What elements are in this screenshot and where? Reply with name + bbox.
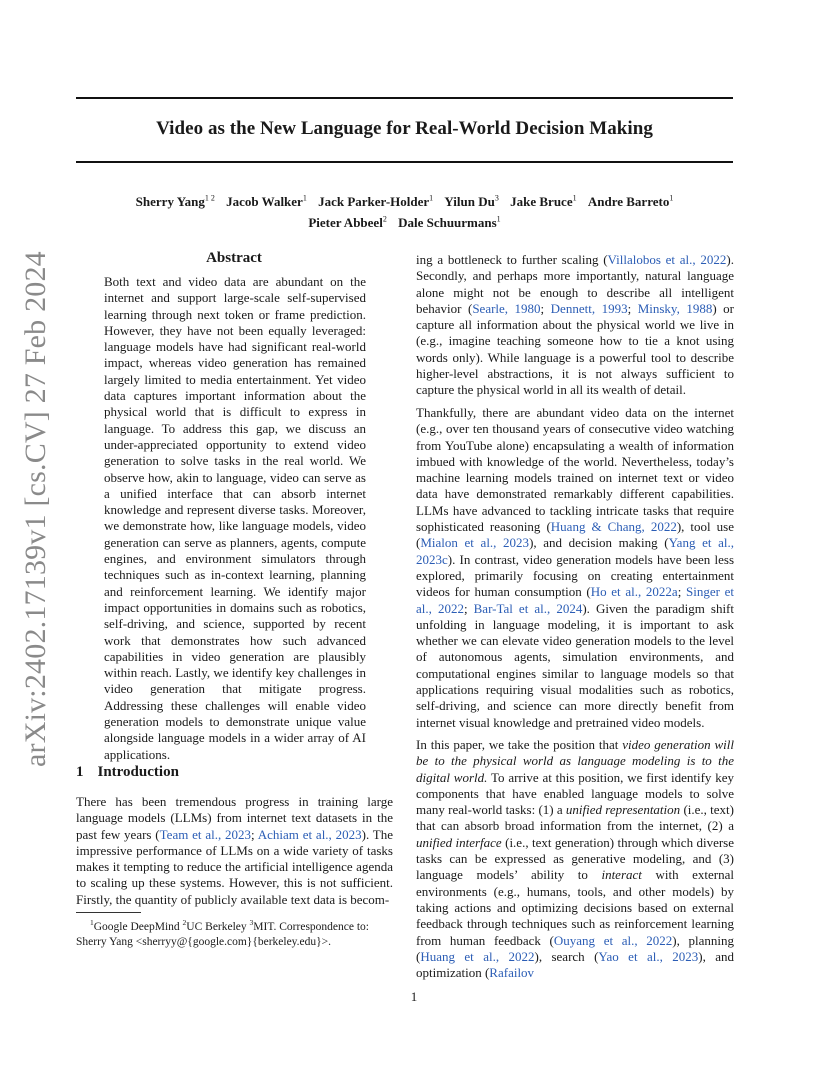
paper-title: Video as the New Language for Real-World Decision Making: [156, 118, 653, 139]
citation-link[interactable]: Yao et al., 2023: [598, 948, 699, 964]
citation-link[interactable]: Bar-Tal et al., 2024: [473, 600, 583, 616]
author: Andre Barreto$^1$: [587, 194, 674, 210]
citation-link[interactable]: Dennett, 1993: [550, 300, 628, 316]
footnote-rule: [76, 912, 141, 913]
title-rule-bottom: [76, 161, 733, 163]
footnote: $^1$Google DeepMind $^2$UC Berkeley $^3$MIT. Correspondence to: Sherry Yang <sherryy@{google.com}{berkeley.edu}>.: [76, 918, 369, 948]
author: Yilun Du$^3$: [444, 194, 499, 210]
citation-link[interactable]: Ouyang et al., 2022: [553, 932, 673, 948]
citation-link[interactable]: Huang et al., 2022: [420, 948, 535, 964]
citation-link[interactable]: Huang & Chang, 2022: [550, 519, 677, 535]
title-rule-top: [76, 97, 733, 99]
right-paragraph-2: Thankfully, there are abundant video data on the internet (e.g., over ten thousand years of consecutive video watching from YouTube alone) encapsulating a wealth of information imbued with knowledge of the world. Nevertheless, today’s machine learning models trained on internet text or video data have demonstrated remarkably different capabilities. LLMs have advanced to tackling intricate tasks that require sophisticated reasoning (Huang & Chang, 2022), tool use (Mialon et al., 2023), and decision making (Yang et al., 2023c). In contrast, video generation models have been less explored, primarily focusing on creating entertainment videos for human consumption (Ho et al., 2022a; Singer et al., 2022; Bar-Tal et al., 2024). Given the paradigm shift unfolding in language modeling, it is important to ask whether we can elevate video generation models to the level of autonomous agents, simulation environments, and computational engines similar to language models so that applications requiring visual modalities such as robotics, self-driving, and science can more directly benefit from internet visual knowledge and pretrained video models.: [416, 405, 735, 730]
citation-link[interactable]: Searle, 1980: [472, 300, 541, 316]
abstract-heading: Abstract: [206, 250, 262, 266]
citation-link[interactable]: Minsky, 1988: [637, 300, 713, 316]
section-heading: [76, 764, 179, 781]
citation-link[interactable]: Achiam et al., 2023: [257, 826, 362, 842]
right-paragraph-1: ing a bottleneck to further scaling (Villalobos et al., 2022). Secondly, and perhaps more importantly, natural language alone might not be enough to describe all intelligent behavior (Searle, 1980; Dennett, 1993; Minsky, 1988) or capture all information about the physical world we live in (e.g., imagine teaching someone how to tie a knot using words only). While language is a powerful tool to describe higher-level abstractions, it is not always sufficient to capture the physical world in all its wealth of detail.: [416, 252, 734, 398]
author-list: [96, 190, 713, 231]
author: Dale Schuurmans$^1$: [398, 214, 501, 230]
author: Jake Bruce$^1$: [510, 194, 577, 210]
citation-link[interactable]: Singer et al., 2022: [416, 584, 734, 616]
citation-link[interactable]: Ho et al., 2022a: [590, 584, 678, 600]
abstract-text: Both text and video data are abundant on the internet and support large-scale self-supervised learning through next token or frame prediction. However, they have not been equally leveraged: language models have had significant real-world impact, whereas video generation has remained largely limited to media entertainment. Yet video data captures important information about the physical world that is difficult to express in language. To address this gap, we discuss an under-appreciated opportunity to extend video generation to solve tasks in the real world. We observe how, akin to language, video can serve as a unified interface that can absorb internet knowledge and represent diverse tasks. Moreover, we demonstrate how, like language models, video generation can serve as planners, agents, compute engines, and environment simulators through techniques such as in-context learning, planning and reinforcement learning. We identify major impact opportunities in domains such as robotics, self-driving, and science, supported by recent work that demonstrates how such advanced capabilities in video generation are plausibly within reach. Lastly, we identify key challenges in video generation that mitigate progress. Addressing these challenges will enable video generation models to demonstrate unique value alongside language models in a wider array of AI applications.: [104, 274, 366, 762]
author: Sherry Yang$^{1 2}$: [135, 194, 215, 210]
section-title: Introduction: [97, 764, 179, 780]
intro-paragraph: There has been tremendous progress in training large language models (LLMs) from internet text datasets in the past few years (Team et al., 2023; Achiam et al., 2023). The impressive performance of LLMs on a wide variety of tasks makes it tempting to reduce the artificial intelligence agenda to scaling up these systems. However, this is not sufficient. Firstly, the quantity of publicly available text data is becom-: [76, 794, 394, 907]
citation-link[interactable]: Villalobos et al., 2022: [607, 252, 727, 267]
right-paragraph-3: In this paper, we take the position that video generation will be to the physical world as language modeling is to the digital world. To arrive at this position, we first identify key components that have enabled language models to solve many real-world tasks: (1) a unified representation (i.e., text) that can absorb broad information from the internet, (2) a unified interface (i.e., text generation) through which diverse tasks can be expressed as generative modeling, and (3) language models’ ability to interact with external environments (e.g., humans, tools, and other models) by taking actions and optimizing decisions based on external feedback through techniques such as reinforcement learning from human feedback (Ouyang et al., 2022), planning (Huang et al., 2022), search (Yao et al., 2023), and optimization (Rafailov: [416, 737, 735, 981]
author: Jack Parker-Holder$^1$: [318, 194, 434, 210]
author: Jacob Walker$^1$: [226, 194, 307, 210]
author: Pieter Abbeel$^2$: [308, 214, 387, 230]
citation-link[interactable]: Mialon et al., 2023: [420, 535, 530, 551]
citation-link[interactable]: Team et al., 2023: [159, 826, 252, 842]
citation-link[interactable]: Yang et al., 2023c: [416, 535, 734, 567]
section-number: 1: [76, 764, 84, 780]
page-number: 1: [410, 989, 418, 1004]
arxiv-stamp: arXiv:2402.17139v1 [cs.CV] 27 Feb 2024: [19, 251, 52, 767]
citation-link[interactable]: Rafailov: [489, 965, 535, 981]
